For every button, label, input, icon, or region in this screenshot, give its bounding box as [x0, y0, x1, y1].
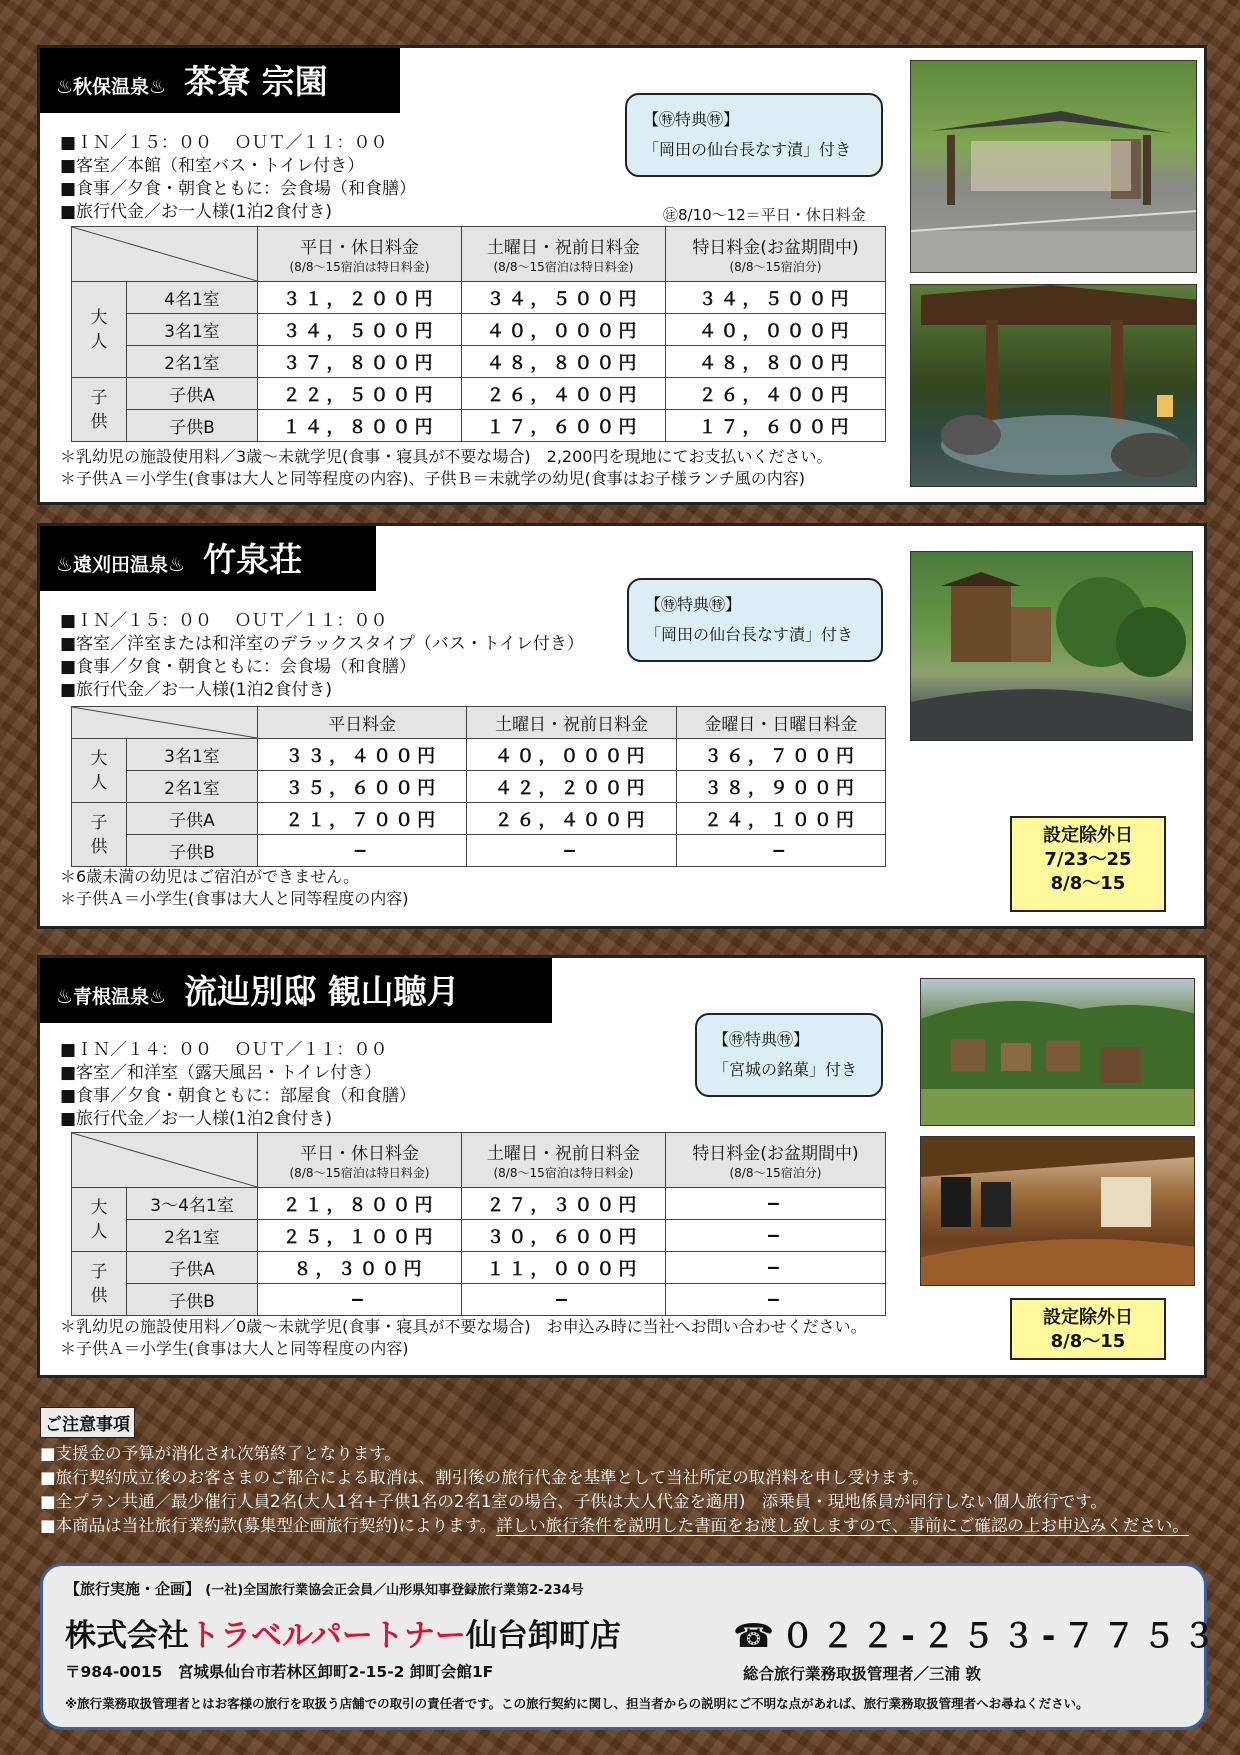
table-row [72, 346, 886, 378]
hotel-name: 竹泉荘 [203, 540, 303, 579]
price-cell: ― [258, 1284, 462, 1316]
caution-line: ■全プラン共通／最少催行人員2名(大人1名+子供1名の2名1室の場合、子供は大人代金を適用) 添乗員・現地係員が同行しない個人旅行です。 [40, 1492, 1107, 1511]
hotel-info [60, 132, 416, 224]
table-row [72, 771, 886, 803]
hotel-name: 流辿別邸 観山聴月 [184, 972, 460, 1011]
brand-name: トラベルパートナー [189, 1618, 466, 1654]
tokuten-title: 【㊕特典㊕】 [643, 110, 740, 129]
info-line: ■旅行代金／お一人様(1泊2食付き) [60, 1109, 332, 1129]
table-corner [72, 1133, 258, 1188]
row-label: 2名1室 [127, 1220, 258, 1252]
table-corner [72, 227, 258, 282]
tokuten-box [695, 1013, 883, 1097]
col-header: 土曜日・祝前日料金 [467, 707, 676, 739]
group-label: 大 人 [72, 1188, 127, 1252]
table-row [72, 1220, 886, 1252]
company-address: 〒984-0015 宮城県仙台市若林区卸町2-15-2 卸町会館1F [65, 1663, 494, 1681]
hotel-panel-soen [37, 45, 1207, 505]
caution-text-underlined: 詳しい旅行条件を説明した書面をお渡し致しますので、事前にご確認の上お申込みください。 [496, 1516, 1189, 1535]
price-cell: ４２，２００円 [467, 771, 676, 803]
row-label: 4名1室 [127, 282, 258, 314]
col-header: 土曜日・祝前日料金 (8/8～15宿泊は特日料金) [461, 227, 665, 282]
price-cell: ３５，６００円 [258, 771, 467, 803]
lounge-interior-photo [920, 1136, 1195, 1286]
price-cell: １４，８００円 [258, 410, 462, 442]
exclusion-title: 設定除外日 [1043, 825, 1133, 846]
price-cell: ― [665, 1220, 885, 1252]
group-label: 大 人 [72, 739, 127, 803]
row-label: 子供A [127, 1252, 258, 1284]
footnotes [60, 866, 409, 910]
col-header: 平日・休日料金 (8/8～15宿泊は特日料金) [258, 227, 462, 282]
row-label: 2名1室 [127, 771, 258, 803]
col-header: 特日料金(お盆期間中) (8/8～15宿泊分) [665, 227, 885, 282]
company-header: 【旅行実施・企画】 (一社)全国旅行業協会正会員／山形県知事登録旅行業第2-234号 [65, 1580, 584, 1598]
price-cell: ― [665, 1284, 885, 1316]
table-row [72, 1188, 886, 1220]
footnote: ＊子供Ａ＝小学生(食事は大人と同等程度の内容) [60, 889, 409, 908]
table-row [72, 803, 886, 835]
exclusion-date: 7/23～25 [1044, 849, 1132, 870]
table-row [72, 835, 886, 867]
onsen-label: ♨青根温泉♨ [56, 986, 167, 1008]
rate-table [71, 706, 886, 867]
col-header: 平日・休日料金 (8/8～15宿泊は特日料金) [258, 1133, 462, 1188]
price-cell: ― [676, 835, 885, 867]
info-line: ■食事／夕食・朝食ともに：会食場（和食膳） [60, 179, 417, 199]
col-header: 平日料金 [258, 707, 467, 739]
price-cell: ４０，０００円 [467, 739, 676, 771]
footnotes [60, 446, 832, 490]
price-cell: ２７，３００円 [461, 1188, 665, 1220]
footnote: ＊子供Ａ＝小学生(食事は大人と同等程度の内容)、子供Ｂ＝未就学の幼児(食事はお子様ランチ風の内容) [60, 469, 805, 488]
tokuten-box [627, 578, 883, 662]
price-cell: ２６，４００円 [665, 378, 885, 410]
footnote: ＊乳幼児の施設使用料／3歳～未就学児(食事・寝具が不要な場合) 2,200円を現地にてお支払いください。 [60, 447, 833, 466]
company-info-box [40, 1563, 1223, 1730]
manager-name: 総合旅行業務取扱管理者／三浦 敦 [743, 1665, 981, 1683]
price-cell: ３７，８００円 [258, 346, 462, 378]
price-cell: ４８，８００円 [461, 346, 665, 378]
phone-number[interactable]: ☎０２２-２５３-７７５３ [733, 1616, 1223, 1655]
price-cell: ３４，５００円 [258, 314, 462, 346]
price-cell: ― [467, 835, 676, 867]
price-cell: ３０，６００円 [461, 1220, 665, 1252]
onsen-label: ♨秋保温泉♨ [56, 76, 167, 98]
open-air-bath-photo [910, 284, 1197, 487]
disclaimer: ※旅行業務取扱管理者とはお客様の旅行を取扱う店舗での取引の責任者です。この旅行契約に関し、担当者からの説明にご不明な点があれば、旅行業務取扱管理者へお尋ねください。 [65, 1696, 1089, 1711]
group-label: 子 供 [72, 1252, 127, 1316]
hotel-gate-photo [910, 60, 1197, 273]
row-label: 3～4名1室 [127, 1188, 258, 1220]
price-cell: １７，６００円 [665, 410, 885, 442]
price-cell: ― [665, 1252, 885, 1284]
price-cell: ２１，８００円 [258, 1188, 462, 1220]
group-label: 大 人 [72, 282, 127, 378]
price-cell: ４８，８００円 [665, 346, 885, 378]
row-label: 子供A [127, 378, 258, 410]
price-cell: ― [461, 1284, 665, 1316]
price-cell: ３４，５００円 [461, 282, 665, 314]
company-name: 株式会社トラベルパートナー仙台卸町店 [65, 1618, 621, 1654]
info-line: ■客室／本館（和室バス・トイレ付き） [60, 156, 365, 176]
rate-table [71, 1132, 886, 1316]
table-row [72, 378, 886, 410]
caution-line: ■支援金の予算が消化され次第終了となります。 [40, 1444, 401, 1463]
price-cell: ２５，１００円 [258, 1220, 462, 1252]
footnote: ＊6歳未満の幼児はご宿泊ができません。 [60, 867, 360, 886]
row-label: 3名1室 [127, 739, 258, 771]
hotel-name: 茶寮 宗園 [184, 62, 328, 101]
tokuten-box [625, 93, 883, 177]
table-row [72, 282, 886, 314]
table-row [72, 314, 886, 346]
tokuten-text: 「宮城の銘菓」付き [713, 1060, 858, 1079]
rate-table [71, 226, 886, 442]
group-label: 子 供 [72, 378, 127, 442]
hotel-panel-kanzanchougetsu [37, 955, 1207, 1378]
row-label: 子供B [127, 835, 258, 867]
price-cell: ８，３００円 [258, 1252, 462, 1284]
table-corner [72, 707, 258, 739]
row-label: 子供B [127, 1284, 258, 1316]
row-label: 2名1室 [127, 346, 258, 378]
caution-list [40, 1442, 1189, 1538]
price-cell: ４０，０００円 [461, 314, 665, 346]
price-cell: ３４，５００円 [665, 282, 885, 314]
garden-building-photo [910, 551, 1193, 741]
info-line: ■ＩＮ／１５：００ ＯＵＴ／１１：００ [60, 133, 388, 153]
col-header: 特日料金(お盆期間中) (8/8～15宿泊分) [665, 1133, 885, 1188]
hotel-title-bar [40, 958, 552, 1023]
info-line: ■旅行代金／お一人様(1泊2食付き) [60, 680, 332, 700]
info-line: ■食事／夕食・朝食ともに：会食場（和食膳） [60, 657, 417, 677]
villa-exterior-photo [920, 978, 1195, 1126]
col-header: 金曜日・日曜日料金 [676, 707, 885, 739]
price-cell: ２６，４００円 [467, 803, 676, 835]
caution-title: ご注意事項 [40, 1407, 135, 1438]
caution-line: ■旅行契約成立後のお客さまのご都合による取消は、割引後の旅行代金を基準として当社所定の取消料を申し受けます。 [40, 1468, 929, 1487]
info-line: ■客室／和洋室（露天風呂・トイレ付き） [60, 1063, 382, 1083]
price-cell: １１，０００円 [461, 1252, 665, 1284]
exclusion-date: 8/8～15 [1050, 873, 1126, 894]
hotel-info [60, 610, 584, 702]
exclusion-dates-box [1010, 1298, 1166, 1360]
exclusion-dates-box [1010, 816, 1166, 912]
price-cell: ３３，４００円 [258, 739, 467, 771]
hotel-title-bar [40, 526, 376, 591]
info-line: ■旅行代金／お一人様(1泊2食付き) [60, 202, 332, 222]
price-cell: ２１，７００円 [258, 803, 467, 835]
row-label: 子供A [127, 803, 258, 835]
row-label: 3名1室 [127, 314, 258, 346]
tokuten-text: 「岡田の仙台長なす漬」付き [645, 625, 854, 644]
price-cell: ４０，０００円 [665, 314, 885, 346]
price-cell: １７，６００円 [461, 410, 665, 442]
table-row [72, 1284, 886, 1316]
info-line: ■客室／洋室または和洋室のデラックスタイプ（バス・トイレ付き） [60, 634, 584, 654]
row-label: 子供B [127, 410, 258, 442]
tokuten-title: 【㊕特典㊕】 [645, 595, 742, 614]
info-line: ■ＩＮ／１５：００ ＯＵＴ／１１：００ [60, 611, 388, 631]
tokuten-text: 「岡田の仙台長なす漬」付き [643, 140, 852, 159]
group-label: 子 供 [72, 803, 127, 867]
date-note: ㊟8/10～12＝平日・休日料金 [663, 206, 866, 224]
price-cell: ３８，９００円 [676, 771, 885, 803]
price-cell: ― [258, 835, 467, 867]
price-cell: ２４，１００円 [676, 803, 885, 835]
price-cell: ３１，２００円 [258, 282, 462, 314]
col-header: 土曜日・祝前日料金 (8/8～15宿泊は特日料金) [461, 1133, 665, 1188]
hotel-title-bar [40, 48, 400, 113]
exclusion-title: 設定除外日 [1043, 1307, 1133, 1328]
footnote: ＊乳幼児の施設使用料／0歳～未就学児(食事・寝具が不要な場合) お申込み時に当社へお問い合わせください。 [60, 1317, 867, 1336]
tokuten-title: 【㊕特典㊕】 [713, 1030, 810, 1049]
exclusion-date: 8/8～15 [1050, 1331, 1126, 1352]
footnote: ＊子供Ａ＝小学生(食事は大人と同等程度の内容) [60, 1339, 409, 1358]
info-line: ■ＩＮ／１４：００ ＯＵＴ／１１：００ [60, 1040, 388, 1060]
info-line: ■食事／夕食・朝食ともに：部屋食（和食膳） [60, 1086, 417, 1106]
hotel-info [60, 1039, 416, 1131]
table-row [72, 1252, 886, 1284]
caution-text: ■本商品は当社旅行業約款(募集型企画旅行契約)によります。 [40, 1516, 497, 1535]
onsen-label: ♨遠刈田温泉♨ [56, 554, 186, 576]
price-cell: ２２，５００円 [258, 378, 462, 410]
hotel-panel-chikusenso [37, 523, 1207, 929]
table-row [72, 739, 886, 771]
price-cell: ― [665, 1188, 885, 1220]
price-cell: ３６，７００円 [676, 739, 885, 771]
footnotes [60, 1316, 867, 1360]
price-cell: ２６，４００円 [461, 378, 665, 410]
caution-line [40, 1514, 1189, 1538]
table-row [72, 410, 886, 442]
